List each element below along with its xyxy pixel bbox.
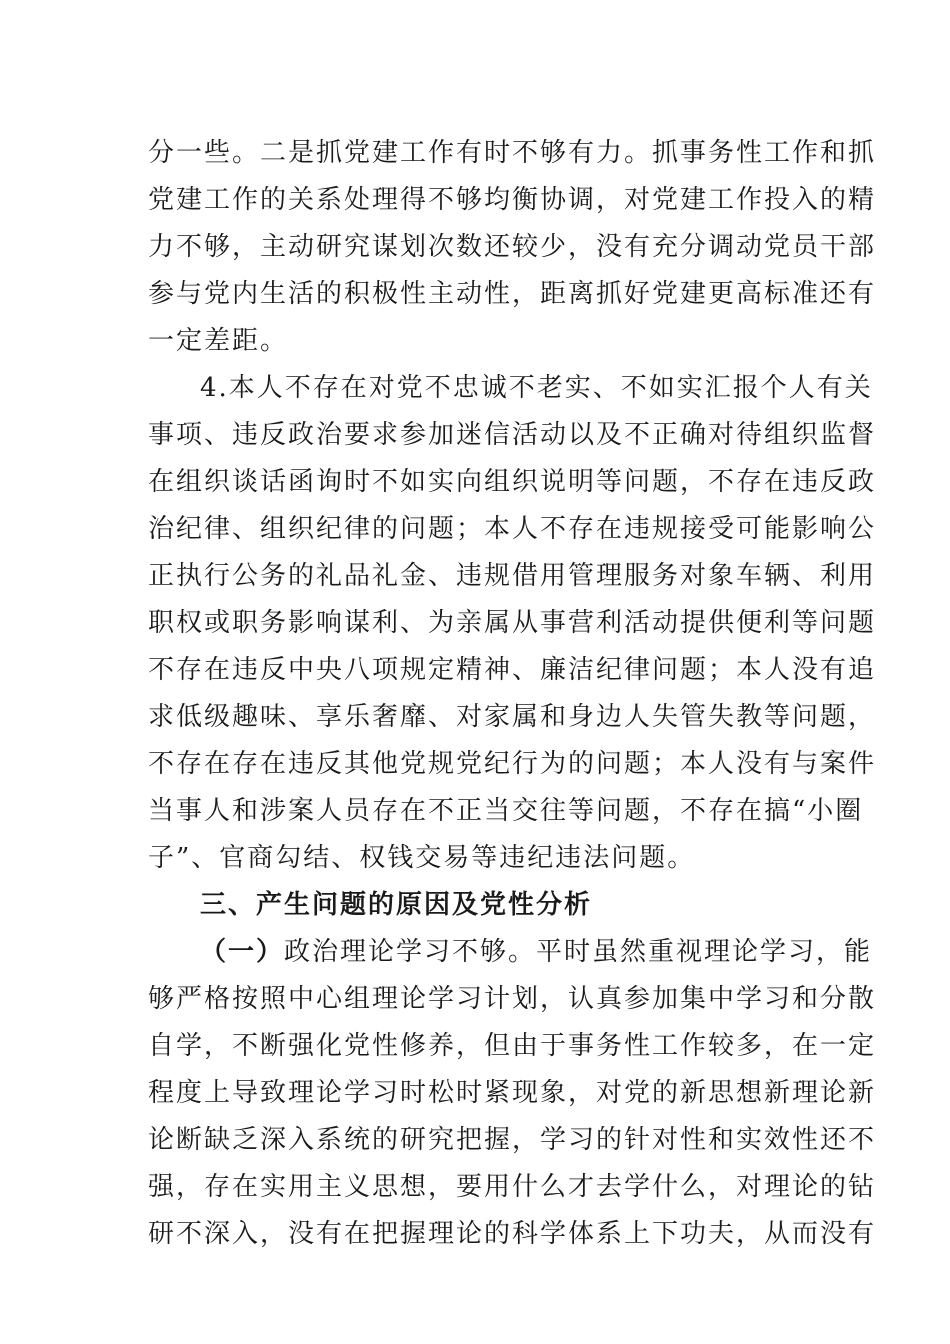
section-heading: 三、产生问题的原因及党性分析 [200,890,593,920]
body-line: 不存在存在违反其他党规党纪行为的问题；本人没有与案件 [148,749,877,779]
body-line: 参与党内生活的积极性主动性，距离抓好党建更高标准还有 [148,279,877,309]
body-line: 求低级趣味、享乐奢靡、对家属和身边人失管失教等问题， [148,702,877,732]
body-line: 子”、官商勾结、权钱交易等违纪违法问题。 [148,843,696,873]
body-line: 研不深入，没有在把握理论的科学体系上下功夫，从而没有 [148,1219,877,1249]
body-line: 在组织谈话函询时不如实向组织说明等问题，不存在违反政 [148,467,877,497]
body-line: 一定差距。 [148,326,289,356]
body-line: 不存在违反中央八项规定精神、廉洁纪律问题；本人没有追 [148,655,877,685]
body-line: 当事人和涉案人员存在不正当交往等问题，不存在搞“小圈 [148,796,864,826]
body-line: 分一些。二是抓党建工作有时不够有力。抓事务性工作和抓 [148,138,877,168]
paragraph-4-start: 4.本人不存在对党不忠诚不老实、不如实汇报个人有关 [200,373,873,403]
body-line: 程度上导致理论学习时松时紧现象，对党的新思想新理论新 [148,1078,877,1108]
body-line: 够严格按照中心组理论学习计划，认真参加集中学习和分散 [148,984,877,1014]
body-line: 事项、违反政治要求参加迷信活动以及不正确对待组织监督 [148,420,877,450]
subsection-first-line [148,929,873,976]
body-line: 正执行公务的礼品礼金、违规借用管理服务对象车辆、利用 [148,561,877,591]
body-line: 职权或职务影响谋利、为亲属从事营利活动提供便利等问题 [148,608,877,638]
body-line: 强，存在实用主义思想，要用什么才去学什么，对理论的钻 [148,1172,877,1202]
body-line: 自学，不断强化党性修养，但由于事务性工作较多，在一定 [148,1031,877,1061]
document-body [148,130,877,1258]
subsection-text: 政治理论学习不够。平时虽然重视理论学习，能 [284,937,873,967]
body-line: 论断缺乏深入系统的研究把握，学习的针对性和实效性还不 [148,1125,877,1155]
subsection-marker: （一） [200,937,285,967]
body-line: 党建工作的关系处理得不够均衡协调，对党建工作投入的精 [148,185,877,215]
body-line: 治纪律、组织纪律的问题；本人不存在违规接受可能影响公 [148,514,877,544]
body-line: 力不够，主动研究谋划次数还较少，没有充分调动党员干部 [148,232,877,262]
